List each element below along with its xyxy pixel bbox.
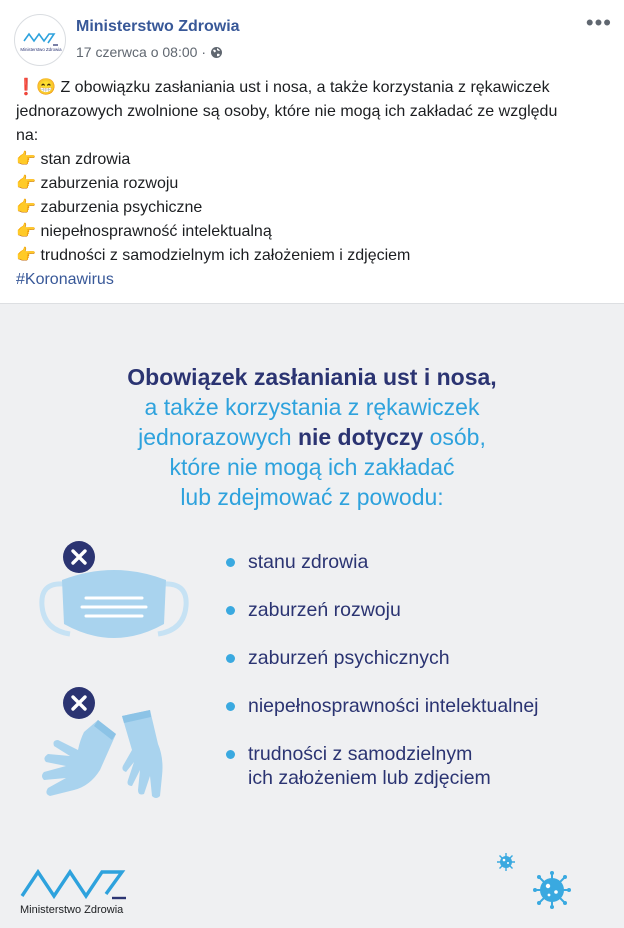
graphic-title-line-1: Obowiązek zasłaniania ust i nosa, [127, 364, 497, 390]
post-bullet [16, 172, 616, 196]
graphic-title-line-3 [0, 422, 624, 452]
post-date[interactable]: 17 czerwca o 08:00 [76, 44, 198, 60]
pointing-hand-icon: 👉 [16, 199, 36, 216]
bullet-dot-icon [226, 558, 235, 567]
reason-text-line-1: trudności z samodzielnym [248, 743, 473, 765]
post-bullet-text: trudności z samodzielnym ich założeniem i zdjęciem [40, 247, 411, 264]
post-bullet [16, 196, 616, 220]
bullet-dot-icon [226, 606, 235, 615]
graphic-title-line-2: a także korzystania z rękawiczek [144, 394, 480, 420]
reason-item [226, 598, 401, 622]
post-bullet [16, 244, 616, 268]
graphic-title-line-5: lub zdejmować z powodu: [180, 484, 444, 510]
exclamation-emoji-icon: ❗ [16, 79, 36, 96]
post-bullet [16, 220, 616, 244]
globe-icon[interactable] [210, 46, 223, 59]
post-bullet-text: zaburzenia rozwoju [40, 175, 179, 192]
bullet-dot-icon [226, 654, 235, 663]
reason-text-line-2: ich założeniem lub zdjęciem [248, 767, 491, 789]
more-options-button[interactable]: ••• [585, 10, 612, 35]
prohibited-x-icon [62, 686, 96, 720]
page-avatar[interactable] [14, 14, 66, 66]
reason-text: zaburzeń rozwoju [248, 599, 401, 621]
bullet-dot-icon [226, 750, 235, 759]
reason-text: zaburzeń psychicznych [248, 647, 450, 669]
meta-separator: · [201, 44, 207, 60]
pointing-hand-icon: 👉 [16, 223, 36, 240]
virus-icon [532, 870, 572, 910]
bullet-dot-icon [226, 702, 235, 711]
face-mask-icon [36, 540, 192, 652]
reason-text: niepełnosprawności intelektualnej [248, 695, 539, 717]
post-bullet [16, 148, 616, 172]
reason-item [226, 694, 539, 718]
post-bullet-text: stan zdrowia [40, 151, 131, 168]
graphic-title-line-3-bold: nie dotyczy [297, 424, 424, 450]
post-text-line-2: jednorazowych zwolnione są osoby, które nie mogą ich zakładać ze względu [16, 103, 558, 120]
prohibited-x-icon [62, 540, 96, 574]
reason-item [226, 550, 368, 574]
post-image[interactable] [0, 303, 624, 928]
virus-icon [496, 852, 516, 872]
post-bullet-text: niepełnosprawność intelektualną [40, 223, 272, 240]
pointing-hand-icon: 👉 [16, 175, 36, 192]
post-text [16, 76, 616, 292]
hashtag-link[interactable]: #Koronawirus [16, 271, 114, 288]
avatar-logo-text: Ministerstwo Zdrowia [20, 47, 62, 52]
graphic-title-line-3-post: osób, [423, 424, 486, 450]
page-name-link[interactable]: Ministerstwo Zdrowia [76, 18, 240, 35]
post-text-line-1: Z obowiązku zasłaniania ust i nosa, a także korzystania z rękawiczek [60, 79, 550, 96]
ministry-logo-icon [18, 860, 130, 902]
mz-logo-icon [15, 15, 66, 66]
graphic-title-line-3-pre: jednorazowych [138, 424, 298, 450]
reason-text: stanu zdrowia [248, 551, 369, 573]
graphic-title-line-4: które nie mogą ich zakładać [169, 454, 455, 480]
post-text-line-3: na: [16, 127, 39, 144]
reason-item [226, 646, 450, 670]
grin-emoji-icon: 😁 [36, 79, 56, 96]
pointing-hand-icon: 👉 [16, 151, 36, 168]
pointing-hand-icon: 👉 [16, 247, 36, 264]
reason-item [226, 742, 491, 790]
post-text-line [16, 76, 616, 100]
ministry-logo-text: Ministerstwo Zdrowia [20, 904, 124, 916]
post-bullet-text: zaburzenia psychiczne [40, 199, 203, 216]
graphic-title [0, 362, 624, 512]
post-meta [76, 44, 223, 60]
